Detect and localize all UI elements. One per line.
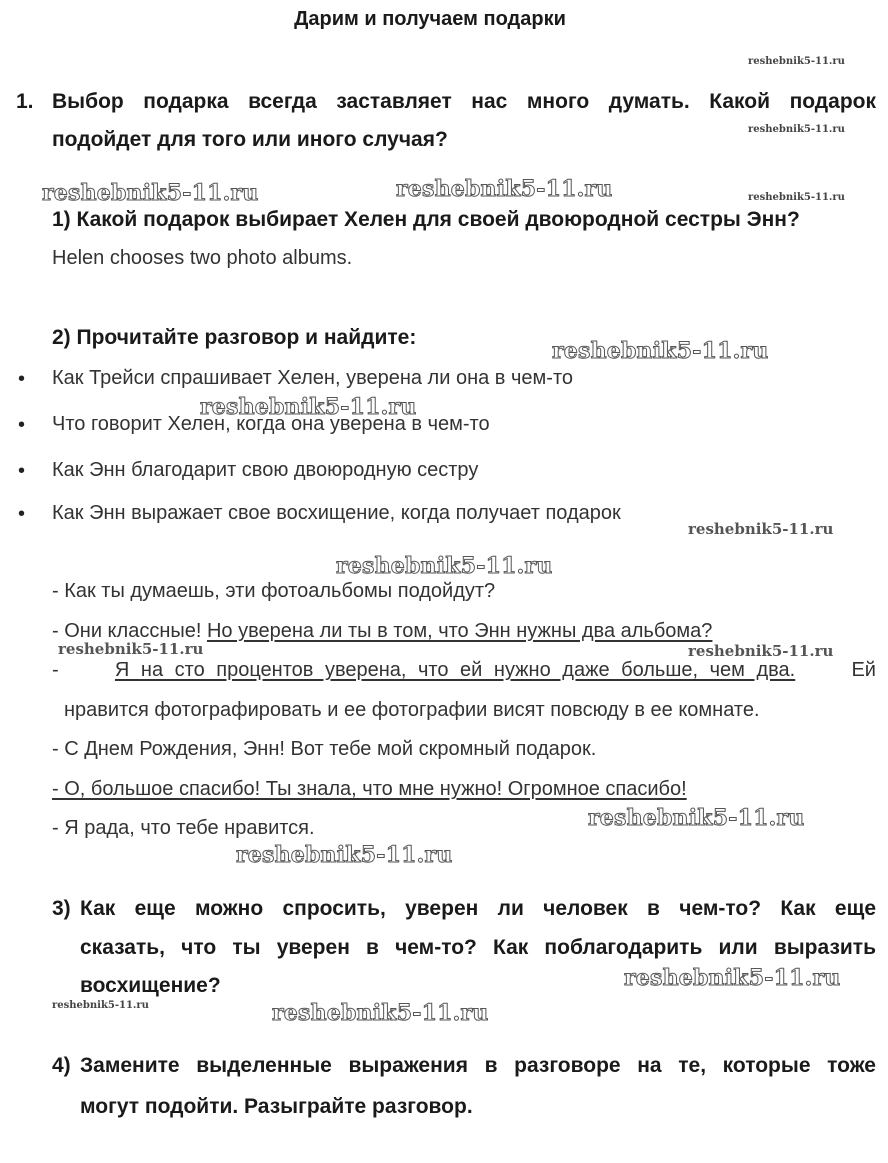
bullet-icon: • [18,368,26,390]
question-1: 1) Какой подарок выбирает Хелен для своей двоюродной сестры Энн? [52,208,800,231]
bullet-icon: • [18,503,26,525]
bullet-item: Как Энн благодарит свою двоюродную сестру [52,459,479,481]
watermark: reshebnik5-11.ru [396,176,613,202]
question-3-number: 3) [52,897,71,920]
question-3-line2: сказать, что ты уверен в чем-то? Как поблагодарить или выразить [80,936,876,959]
dialogue-line: - Как ты думаешь, эти фотоальбомы подойдут? [52,580,496,602]
dialogue-line: - Я рада, что тебе нравится. [52,817,315,839]
question-2: 2) Прочитайте разговор и найдите: [52,326,417,349]
question-4-line2: могут подойти. Разыграйте разговор. [80,1095,473,1118]
watermark: reshebnik5-11.ru [688,520,834,538]
watermark: reshebnik5-11.ru [52,1000,149,1011]
watermark: reshebnik5-11.ru [748,192,845,203]
bullet-item: Как Трейси спрашивает Хелен, уверена ли она в чем-то [52,367,573,389]
question-4-line1: Замените выделенные выражения в разговоре на те, которые тоже [80,1054,876,1077]
watermark: reshebnik5-11.ru [688,642,834,660]
task-heading-line2: подойдет для того или иного случая? [52,128,448,151]
bullet-icon: • [18,460,26,482]
watermark: reshebnik5-11.ru [748,56,845,67]
question-3-line3: восхищение? [80,974,221,997]
task-heading-line1: Выбор подарка всегда заставляет нас много думать. Какой подарок [52,90,876,113]
bullet-item: Как Энн выражает свое восхищение, когда получает подарок [52,502,621,524]
task-number: 1. [16,90,34,113]
watermark: reshebnik5-11.ru [200,394,417,420]
question-3-line1: Как еще можно спросить, уверен ли человек в чем-то? Как еще [80,897,876,920]
dialogue-line: - С Днем Рождения, Энн! Вот тебе мой скромный подарок. [52,738,597,760]
dialogue-text: - Они классные! [52,620,207,642]
watermark: reshebnik5-11.ru [588,805,805,831]
dialogue-line [52,659,876,682]
watermark: reshebnik5-11.ru [336,553,553,579]
watermark: reshebnik5-11.ru [42,180,259,206]
watermark: reshebnik5-11.ru [624,965,841,991]
watermark: reshebnik5-11.ru [236,842,453,868]
watermark: reshebnik5-11.ru [748,124,845,135]
dialogue-line: нравится фотографировать и ее фотографии висят повсюду в ее комнате. [64,699,760,721]
watermark: reshebnik5-11.ru [58,640,204,658]
highlighted-phrase: - О, большое спасибо! Ты знала, что мне нужно! Огромное спасибо! [52,778,687,800]
question-4-number: 4) [52,1054,71,1077]
watermark: reshebnik5-11.ru [552,338,769,364]
highlighted-phrase: Я на сто процентов уверена, что ей нужно даже больше, чем два. [114,659,796,681]
page-title: Дарим и получаем подарки [294,8,566,30]
highlighted-phrase: Но уверена ли ты в том, что Энн нужны два альбома? [206,620,713,642]
dialogue-dash: - [52,659,59,681]
bullet-icon: • [18,414,26,436]
answer-1: Helen chooses two photo albums. [52,247,353,269]
watermark: reshebnik5-11.ru [272,1000,489,1026]
bullet-item: Что говорит Хелен, когда она уверена в чем-то [52,413,490,435]
dialogue-text: Ей [851,659,876,681]
